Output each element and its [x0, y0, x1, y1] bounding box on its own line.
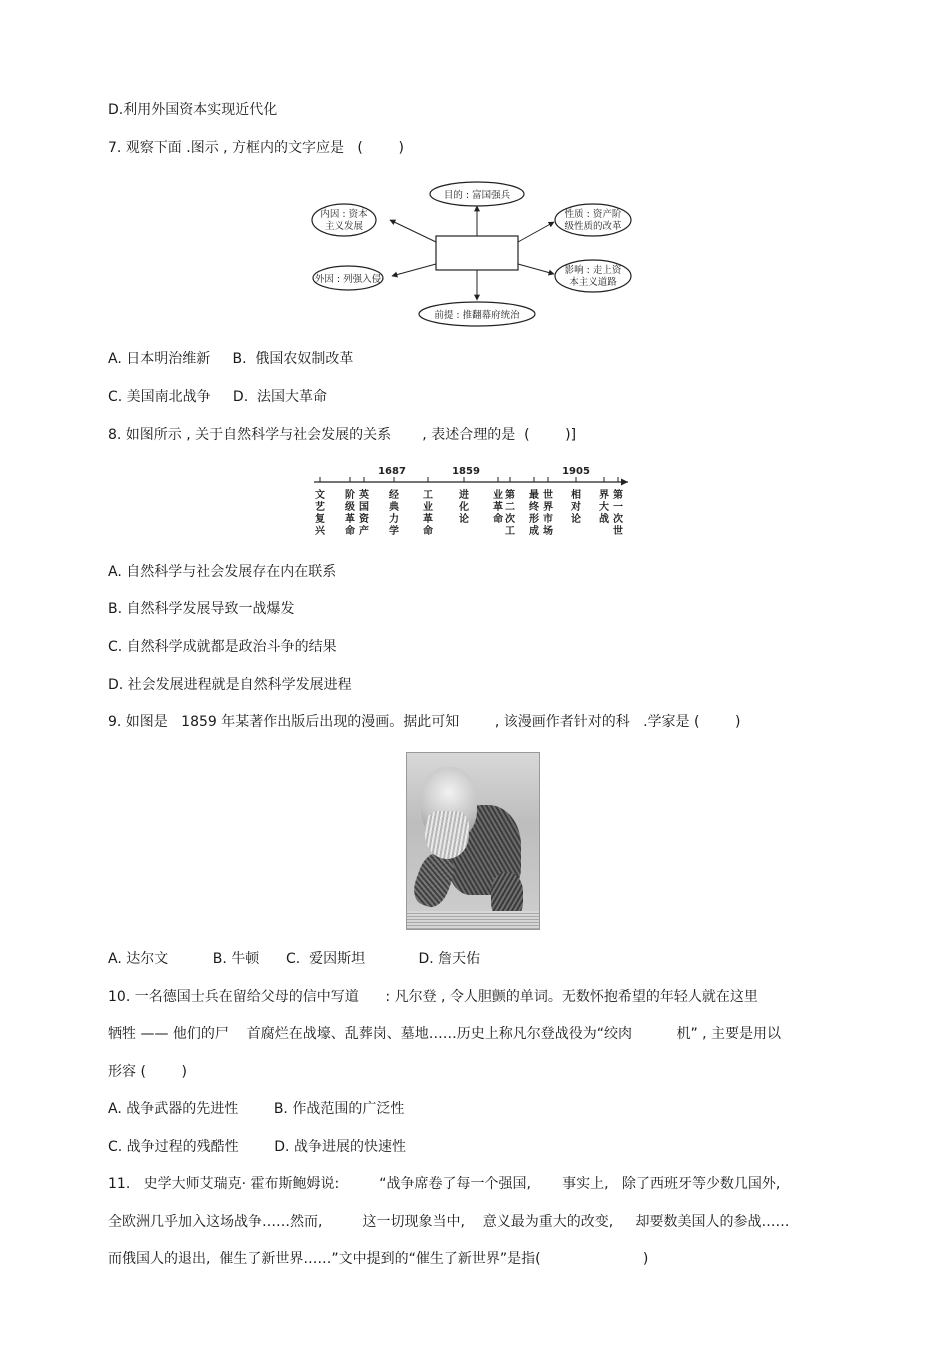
- diagram-right-bottom-label-2: 本主义道路: [569, 277, 617, 288]
- timeline-event-label: 业革命: [493, 490, 503, 525]
- timeline-event-label: 世界市场: [543, 490, 553, 537]
- text-line: B. 自然科学发展导致一战爆发: [108, 601, 295, 617]
- darwin-ape-cartoon-image: [406, 752, 540, 930]
- text-line: 全欧洲几乎加入这场战争……然而, 这一切现象当中, 意义最为重大的改变, 却要数美国人的参战……: [108, 1214, 790, 1230]
- text-line: A. 自然科学与社会发展存在内在联系: [108, 564, 337, 580]
- timeline-event-label: 相对论: [571, 490, 581, 525]
- text-line: 形容 ( ): [108, 1064, 187, 1080]
- diagram-bottom-label: 前提 : 推翻幕府统治: [434, 310, 520, 321]
- diagram-right-bottom-label-1: 影响 : 走上资: [564, 265, 622, 276]
- text-line: D.利用外国资本实现近代化: [108, 102, 278, 118]
- text-line: 9. 如图是 1859 年某著作出版后出现的漫画。据此可知 , 该漫画作者针对的科 .学家是 ( ): [108, 714, 741, 730]
- timeline-arrow: [621, 479, 628, 486]
- text-line: 8. 如图所示 , 关于自然科学与社会发展的关系 , 表述合理的是 ( )]: [108, 427, 577, 443]
- text-line: 而俄国人的退出, 催生了新世界……”文中提到的“催生了新世界”是指( ): [108, 1251, 649, 1267]
- diagram-left-top-label-2: 主义发展: [324, 221, 364, 232]
- timeline-event-label: 进化论: [459, 490, 469, 525]
- text-line: C. 自然科学成就都是政治斗争的结果: [108, 639, 337, 655]
- timeline-year-label: 1687: [378, 466, 406, 477]
- timeline-event-label: 最终形成: [529, 490, 539, 537]
- text-line: D. 社会发展进程就是自然科学发展进程: [108, 677, 352, 693]
- diagram-top-label: 目的 : 富国强兵: [443, 190, 511, 201]
- blank-center-box: [436, 236, 518, 270]
- text-line: A. 达尔文 B. 牛顿 C. 爱因斯坦 D. 詹天佑: [108, 951, 481, 967]
- science-timeline: [308, 460, 638, 546]
- reform-diagram: [310, 178, 640, 330]
- text-line: A. 日本明治维新 B. 俄国农奴制改革: [108, 351, 354, 367]
- text-line: 牺牲 —— 他们的尸 首腐烂在战壕、乱葬岗、墓地……历史上称凡尔登战役为“绞肉 机” , 主要是用以: [108, 1026, 782, 1042]
- timeline-event-label: 界大战: [599, 490, 609, 525]
- timeline-event-label: 第二次工: [505, 490, 515, 537]
- timeline-event-label: 经典力学: [389, 490, 399, 537]
- diagram-left-bottom-label: 外因 : 列强入侵: [314, 274, 382, 285]
- timeline-year-label: 1905: [562, 466, 590, 477]
- text-line: C. 战争过程的残酷性 D. 战争进展的快速性: [108, 1139, 406, 1155]
- timeline-event-label: 英国资产: [359, 490, 369, 537]
- timeline-event-label: 工业革命: [423, 490, 433, 537]
- text-line: 7. 观察下面 .图示 , 方框内的文字应是 ( ): [108, 140, 404, 156]
- timeline-year-label: 1859: [452, 466, 480, 477]
- timeline-event-label: 第一次世: [613, 490, 623, 537]
- timeline-event-label: 阶级革命: [345, 490, 355, 537]
- timeline-event-label: 文艺复兴: [315, 490, 325, 537]
- diagram-right-top-label-1: 性质 : 资产阶: [564, 209, 622, 220]
- text-line: 10. 一名德国士兵在留给父母的信中写道 : 凡尔登 , 令人胆颤的单词。无数怀抱希望的年轻人就在这里: [108, 989, 758, 1005]
- text-line: 11. 史学大师艾瑞克· 霍布斯鲍姆说: “战争席卷了每一个强国, 事实上, 除了西班牙等少数几国外,: [108, 1176, 781, 1192]
- diagram-left-top-label-1: 内因 : 资本: [320, 209, 368, 220]
- diagram-right-top-label-2: 级性质的改革: [564, 221, 622, 232]
- text-line: C. 美国南北战争 D. 法国大革命: [108, 389, 328, 405]
- text-line: A. 战争武器的先进性 B. 作战范围的广泛性: [108, 1101, 405, 1117]
